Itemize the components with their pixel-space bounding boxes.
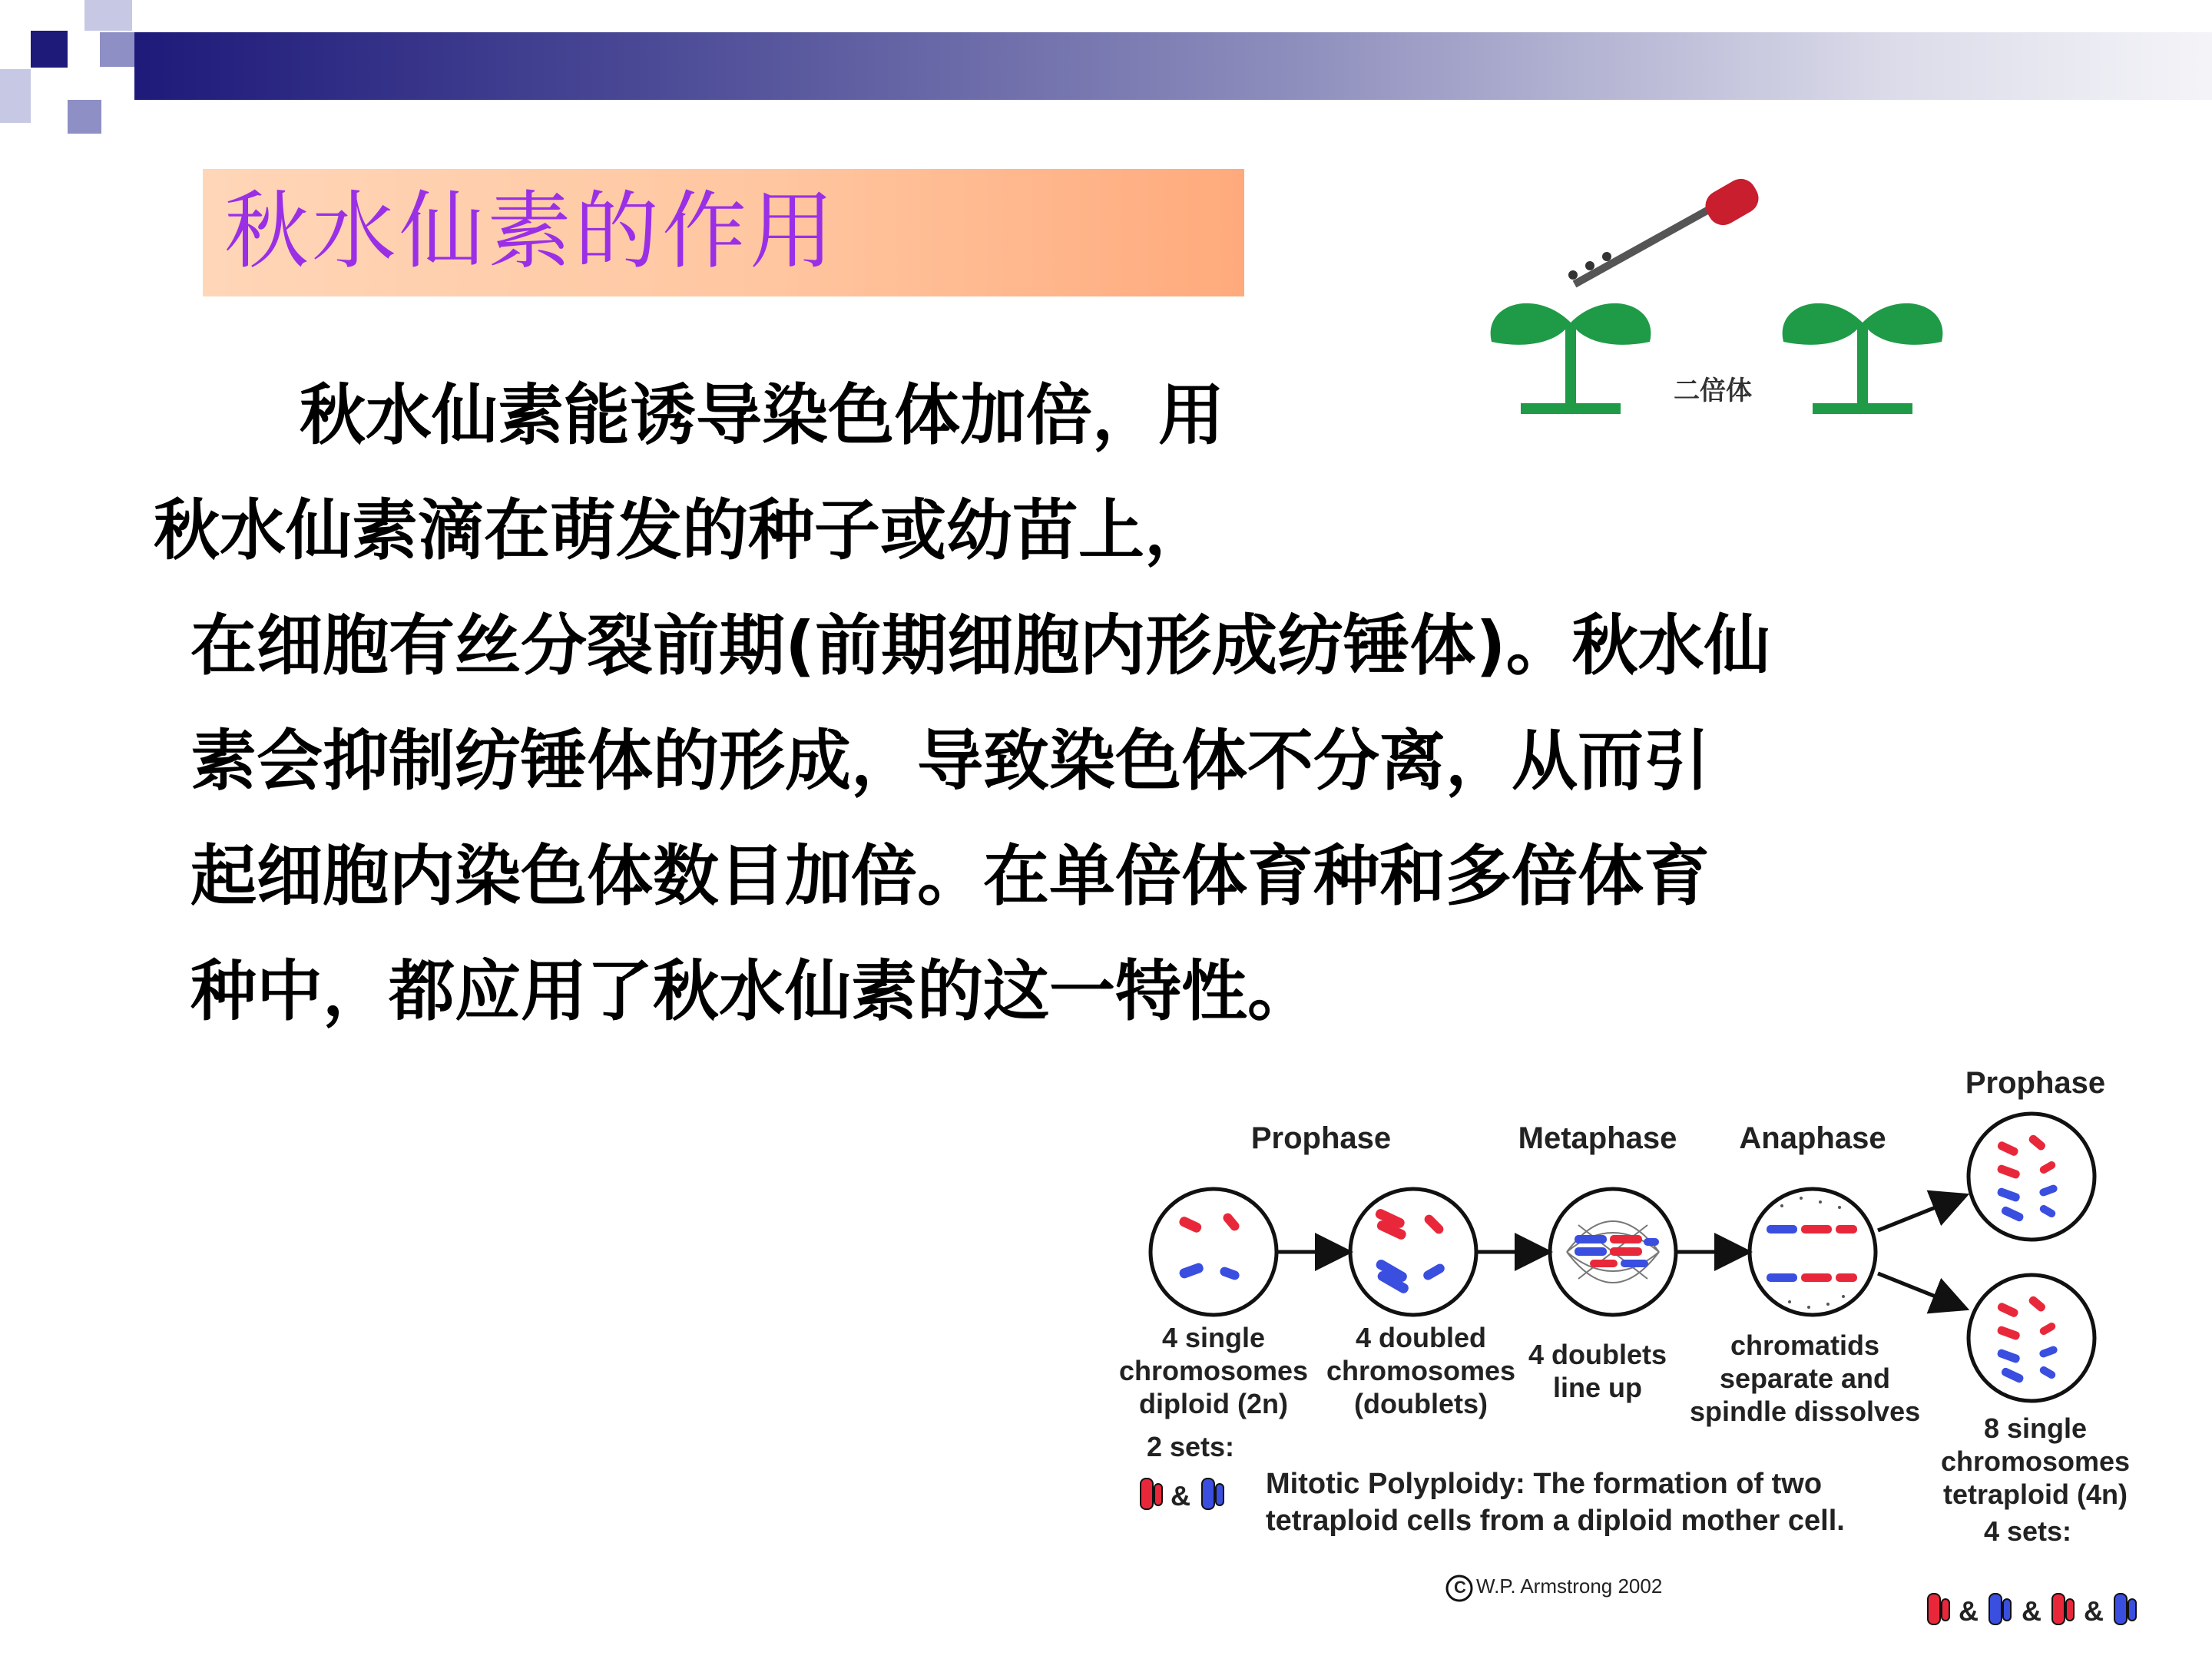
diagram-description xyxy=(1266,1465,1845,1539)
cell-diploid xyxy=(1151,1189,1277,1315)
caption-line: chromosomes xyxy=(1326,1355,1516,1386)
sets-amp-right: & xyxy=(2022,1595,2041,1627)
description-line: Mitotic Polyploidy: The formation of two xyxy=(1266,1468,1823,1500)
decor-square-light xyxy=(0,69,31,123)
caption-result xyxy=(1920,1412,2151,1511)
caption-line: 8 single xyxy=(1983,1412,2088,1444)
caption-line: (doublets) xyxy=(1354,1388,1488,1419)
caption-line: tetraploid (4n) xyxy=(1943,1479,2128,1510)
dropper-icon xyxy=(1568,174,1764,284)
seedling-right-icon xyxy=(1783,303,1943,414)
cell-doubled xyxy=(1350,1189,1476,1315)
cell-tetraploid-bottom xyxy=(1969,1275,2094,1401)
caption-line: chromatids xyxy=(1730,1330,1880,1361)
decor-square-light xyxy=(84,0,132,31)
caption-line: line up xyxy=(1553,1372,1642,1403)
arrow-icon xyxy=(1878,1273,1962,1307)
caption-line: diploid (2n) xyxy=(1139,1388,1288,1419)
seedling-left-icon xyxy=(1491,303,1651,414)
cell-anaphase xyxy=(1750,1189,1876,1315)
copyright-symbol: C xyxy=(1454,1578,1466,1597)
label-anaphase: Anaphase xyxy=(1739,1121,1886,1155)
decor-square-mid xyxy=(100,32,134,67)
arrow-icon xyxy=(1878,1197,1962,1230)
sets-label-left: 2 sets: xyxy=(1146,1431,1235,1462)
sets-amp-left: & xyxy=(1171,1480,1190,1512)
description-line: tetraploid cells from a diploid mother cell. xyxy=(1266,1505,1845,1537)
caption-line: 4 doublets xyxy=(1528,1339,1667,1370)
sets-amp-right: & xyxy=(2084,1595,2104,1627)
label-prophase-top: Prophase xyxy=(1965,1066,2106,1100)
caption-line: 4 single xyxy=(1161,1322,1266,1353)
caption-line: spindle dissolves xyxy=(1690,1396,1921,1427)
caption-cell2 xyxy=(1306,1321,1536,1420)
body-line-6: 种中，都应用了秋水仙素的这一特性。 xyxy=(190,953,1313,1030)
caption-line: chromosomes xyxy=(1940,1445,2131,1477)
sets-label-right: 4 sets: xyxy=(1983,1515,2072,1547)
cell-tetraploid-top xyxy=(1969,1114,2094,1240)
caption-cell4 xyxy=(1690,1329,1920,1428)
body-line-4: 素会抑制纺锤体的形成，导致染色体不分离，从而引 xyxy=(190,723,1710,800)
caption-cell1 xyxy=(1098,1321,1329,1420)
seedling-label: 二倍体 xyxy=(1674,376,1752,406)
body-line-2: 秋水仙素滴在萌发的种子或幼苗上， xyxy=(154,492,1210,569)
caption-line: separate and xyxy=(1719,1363,1891,1394)
copyright-text: W.P. Armstrong 2002 xyxy=(1476,1575,1663,1598)
label-metaphase: Metaphase xyxy=(1518,1121,1677,1155)
decor-square-mid xyxy=(68,100,101,134)
caption-line: 4 doubled xyxy=(1356,1322,1486,1353)
caption-cell3 xyxy=(1505,1338,1690,1404)
page-title: 秋水仙素的作用 xyxy=(224,182,837,280)
seedling-dropper-illustration xyxy=(1475,138,1951,461)
body-line-5: 起细胞内染色体数目加倍。在单倍体育种和多倍体育 xyxy=(190,838,1710,915)
sets-amp-right: & xyxy=(1959,1595,1979,1627)
caption-line: chromosomes xyxy=(1118,1355,1309,1386)
body-line-3: 在细胞有丝分裂前期(前期细胞内形成纺锤体)。秋水仙 xyxy=(190,608,1770,684)
header-gradient-bar xyxy=(134,32,2212,100)
label-prophase: Prophase xyxy=(1250,1121,1392,1155)
decor-square-navy xyxy=(31,31,68,68)
body-line-1: 秋水仙素能诱导染色体加倍，用 xyxy=(300,377,1224,454)
